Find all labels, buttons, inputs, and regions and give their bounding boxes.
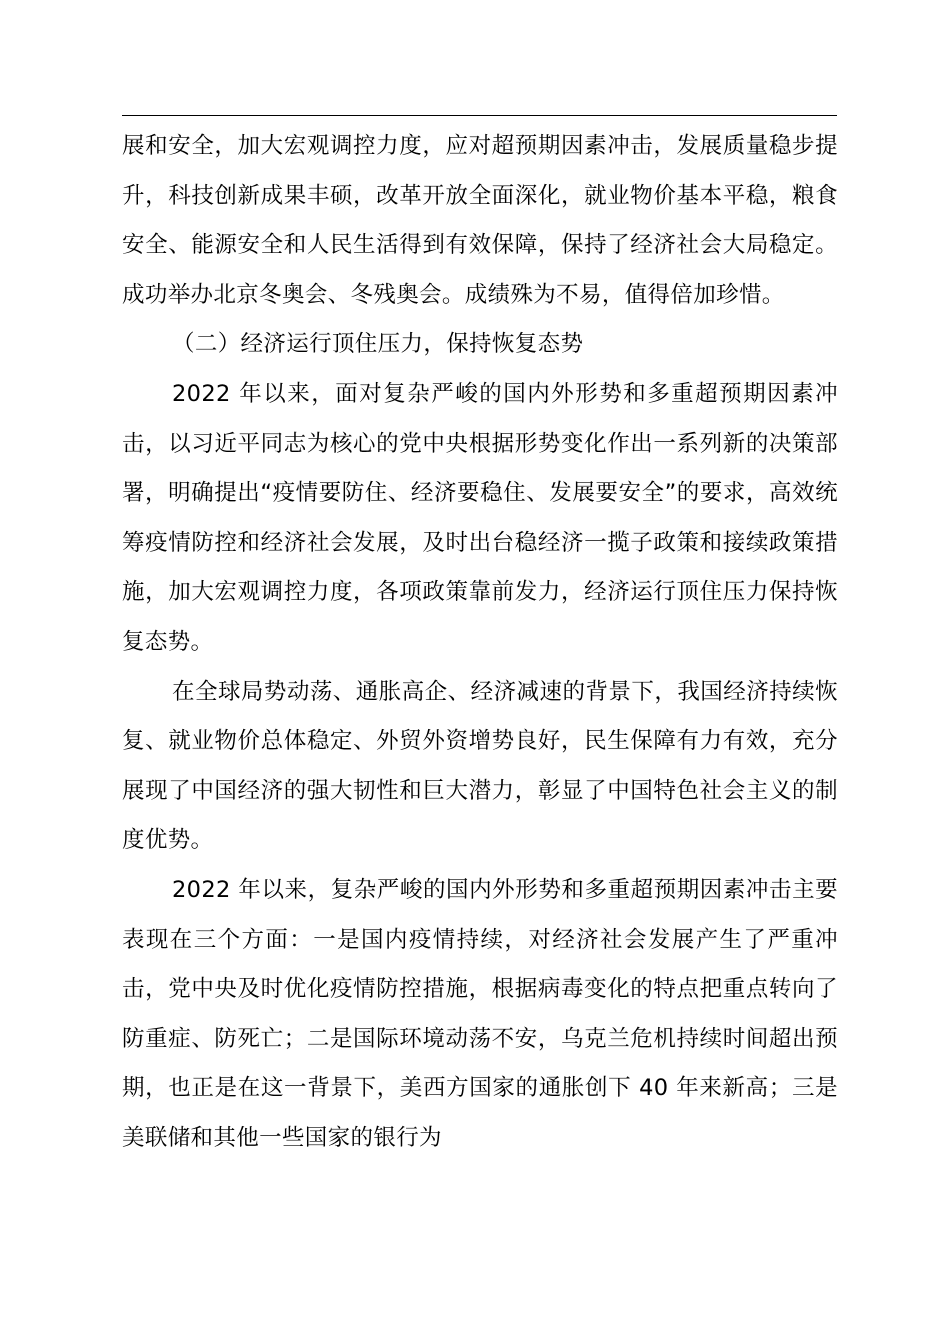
body-text [122, 122, 838, 1163]
paragraph-challenges: 2022 年以来，复杂严峻的国内外形势和多重超预期因素冲击主要表现在三个方面：一是国内疫情持续，对经济社会发展产生了严重冲击，党中央及时优化疫情防控措施，根据病毒变化的特点把重点转向了防重症、防死亡；二是国际环境动荡不安，乌克兰危机持续时间超出预期，也正是在这一背景下，美西方国家的通胀创下 40 年来新高；三是美联储和其他一些国家的银行为 [122, 876, 838, 1151]
section-heading: （二）经济运行顶住压力，保持恢复态势 [172, 331, 584, 358]
header-rule [122, 115, 837, 116]
paragraph-policy: 2022 年以来，面对复杂严峻的国内外形势和多重超预期因素冲击，以习近平同志为核心的党中央根据形势变化作出一系列新的决策部署，明确提出“疫情要防住、经济要稳住、发展要安全”的要求，高效统筹疫情防控和经济社会发展，及时出台稳经济一揽子政策和接续政策措施，加大宏观调控力度，各项政策靠前发力，经济运行顶住压力保持恢复态势。 [122, 380, 838, 655]
paragraph-resilience: 在全球局势动荡、通胀高企、经济减速的背景下，我国经济持续恢复、就业物价总体稳定、外贸外资增势良好，民生保障有力有效，充分展现了中国经济的强大韧性和巨大潜力，彰显了中国特色社会主义的制度优势。 [122, 678, 838, 854]
paragraph-continuation: 展和安全，加大宏观调控力度，应对超预期因素冲击，发展质量稳步提升，科技创新成果丰硕，改革开放全面深化，就业物价基本平稳，粮食安全、能源安全和人民生活得到有效保障，保持了经济社会大局稳定。成功举办北京冬奥会、冬残奥会。成绩殊为不易，值得倍加珍惜。 [122, 133, 838, 308]
